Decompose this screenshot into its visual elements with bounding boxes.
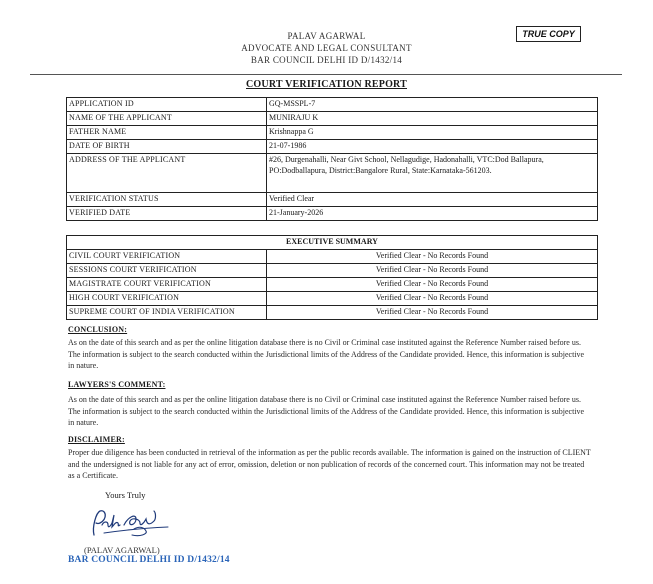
check-result: Verified Clear - No Records Found: [267, 250, 598, 264]
table-row: [67, 112, 598, 126]
disclaimer-text: Proper due diligence has been conducted in retrieval of the information as per the public records available. The information is gained on the instruction of CLIENT and the undersigned is not liable for any act of error, omission, deletion or non publication of records of the concerned court. This information may not be treated as a Certificate.: [68, 448, 591, 480]
check-label: HIGH COURT VERIFICATION: [67, 292, 267, 306]
table-row: [67, 193, 598, 207]
disclaimer-heading: DISCLAIMER:: [68, 435, 125, 444]
signatory-bar-id: BAR COUNCIL DELHI ID D/1432/14: [68, 555, 230, 565]
table-row: [67, 306, 598, 320]
field-value: 21-07-1986: [267, 140, 598, 154]
check-label: MAGISTRATE COURT VERIFICATION: [67, 278, 267, 292]
check-label: SUPREME COURT OF INDIA VERIFICATION: [67, 306, 267, 320]
field-label: VERIFICATION STATUS: [67, 193, 267, 207]
table-row: [67, 126, 598, 140]
applicant-info-table: [66, 97, 598, 221]
field-label: VERIFIED DATE: [67, 207, 267, 221]
table-row: [67, 250, 598, 264]
conclusion-heading: CONCLUSION:: [68, 325, 128, 334]
table-row: [67, 98, 598, 112]
executive-summary-table: [66, 235, 598, 320]
conclusion-text: As on the date of this search and as per the online litigation database there is no Civil or Criminal case instituted against the Reference Number raised before us. The information is subject to the search conducted within the Jurisdictional limits of the Address of the Candidate provided. Hence, this information is subjective in nature.: [68, 338, 585, 370]
lawyers-comment-heading: LAWYERS'S COMMENT:: [68, 380, 166, 389]
table-row: [67, 264, 598, 278]
signature: [84, 503, 174, 545]
check-label: SESSIONS COURT VERIFICATION: [67, 264, 267, 278]
advocate-bar-id: BAR COUNCIL DELHI ID D/1432/14: [250, 55, 403, 65]
table-header-row: [67, 236, 598, 250]
field-label: FATHER NAME: [67, 126, 267, 140]
table-row: [67, 292, 598, 306]
table-row: [67, 278, 598, 292]
field-label: DATE OF BIRTH: [67, 140, 267, 154]
field-value: Verified Clear: [267, 193, 598, 207]
advocate-name: PALAV AGARWAL: [287, 31, 366, 41]
executive-summary-title: EXECUTIVE SUMMARY: [67, 236, 598, 250]
report-title: COURT VERIFICATION REPORT: [246, 79, 407, 90]
advocate-role: ADVOCATE AND LEGAL CONSULTANT: [241, 43, 412, 53]
lawyers-comment-text: As on the date of this search and as per the online litigation database there is no Civil or Criminal case instituted against the Reference Number raised before us. The information is subject to the search conducted within the Jurisdictional limits of the Address of the Candidate provided. Hence, this information is subjective in nature.: [68, 395, 585, 427]
field-label: NAME OF THE APPLICANT: [67, 112, 267, 126]
yours-truly: Yours Truly: [105, 490, 146, 500]
table-row: [67, 140, 598, 154]
field-value: MUNIRAJU K: [267, 112, 598, 126]
field-label: APPLICATION ID: [67, 98, 267, 112]
signatory-name: (PALAV AGARWAL): [84, 545, 160, 555]
check-result: Verified Clear - No Records Found: [267, 292, 598, 306]
check-label: CIVIL COURT VERIFICATION: [67, 250, 267, 264]
true-copy-stamp: TRUE COPY: [516, 26, 581, 42]
table-row: [67, 154, 598, 193]
field-value: #26, Durgenahalli, Near Givt School, Nellagudige, Hadonahalli, VTC:Dod Ballapura, PO:Dodballapura, District:Bangalore Rural, State:Karnataka-561203.: [267, 154, 598, 193]
check-result: Verified Clear - No Records Found: [267, 306, 598, 320]
field-value: 21-January-2026: [267, 207, 598, 221]
check-result: Verified Clear - No Records Found: [267, 264, 598, 278]
table-row: [67, 207, 598, 221]
header-divider: [30, 74, 622, 75]
field-value: Krishnappa G: [267, 126, 598, 140]
field-value: GQ-MSSPL-7: [267, 98, 598, 112]
check-result: Verified Clear - No Records Found: [267, 278, 598, 292]
field-label: ADDRESS OF THE APPLICANT: [67, 154, 267, 193]
